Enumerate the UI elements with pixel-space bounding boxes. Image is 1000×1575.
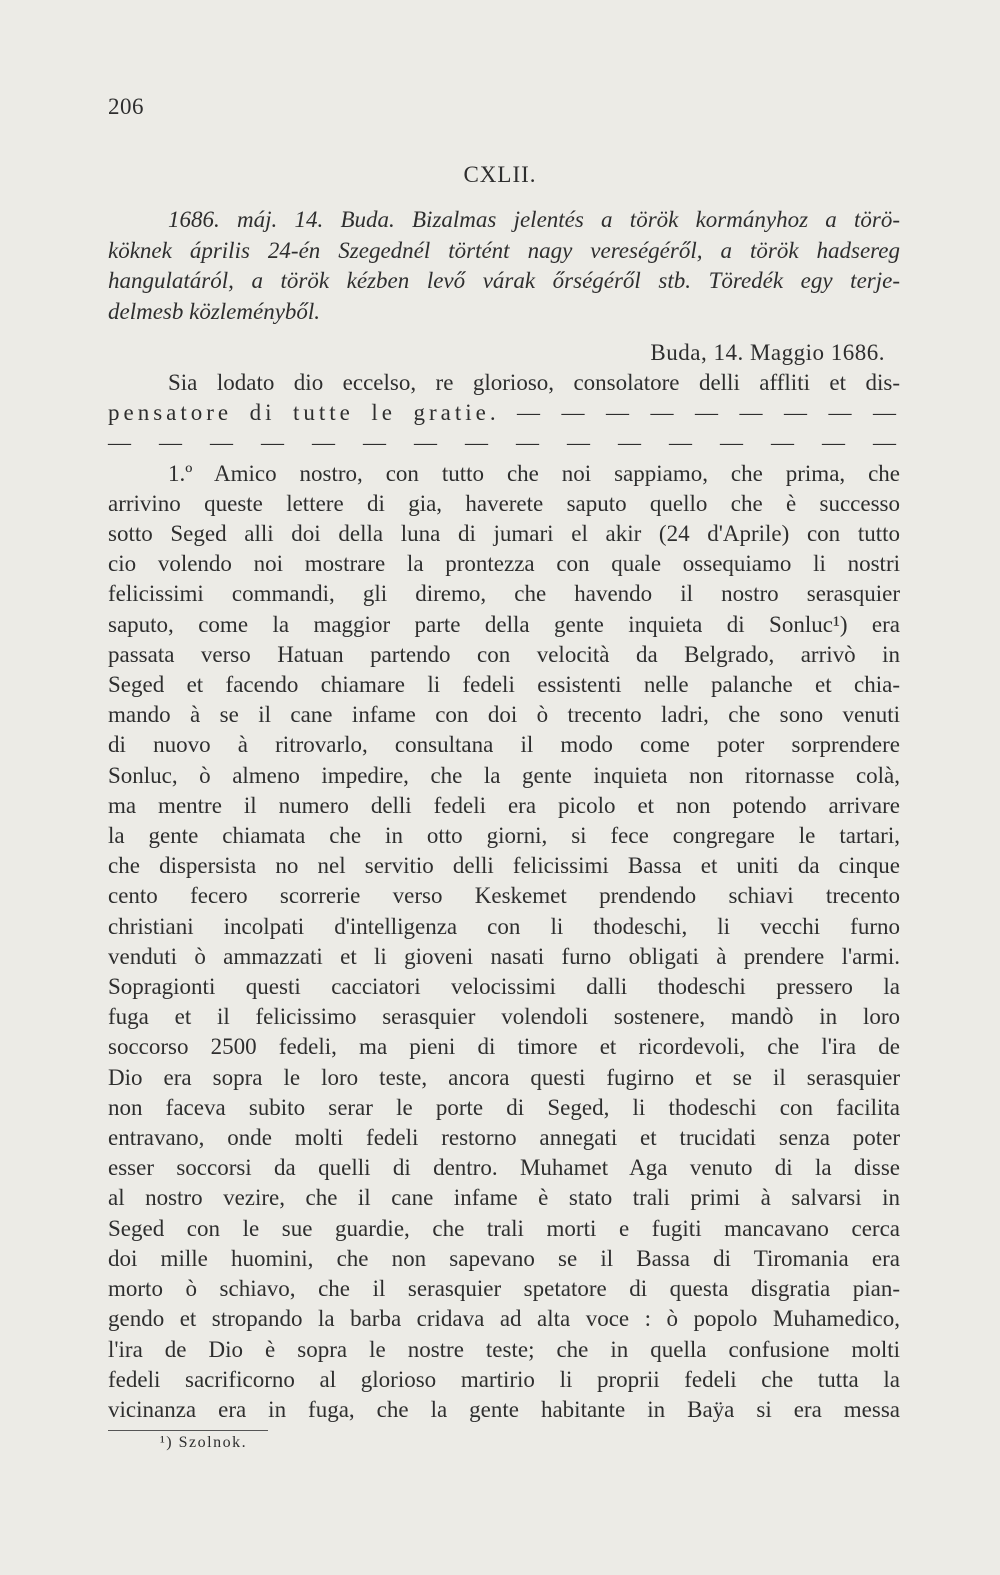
paragraph-line: la gente chiamata che in otto giorni, si fece congregare le tartari,	[108, 823, 900, 849]
paragraph-line: venduti ò ammazzati et li gioveni nasati furno obligati à prendere l'armi.	[108, 943, 900, 969]
paragraph-line: non faceva subito serar le porte di Seged, li thodeschi con facilita	[108, 1094, 900, 1120]
paragraph-line: al nostro vezire, che il cane infame è stato trali primi à salvarsi in	[108, 1185, 900, 1211]
paragraph-line: morto ò schiavo, che il serasquier spetatore di questa disgratia pian-	[108, 1276, 900, 1302]
section-number: CXLII.	[463, 162, 537, 187]
paragraph-line: di nuovo à ritrovarlo, consultana il modo come poter sorprendere	[108, 732, 900, 758]
summary-line: köknek április 24-én Szegednél történt nagy vereségéről, a török hadsereg	[108, 237, 900, 263]
paragraph-line: l'ira de Dio è sopra le nostre teste; che in quella confusione molti	[108, 1336, 900, 1362]
salutation-line: pensatore di tutte le gratie. — — — — — — — — —	[108, 400, 900, 426]
paragraph-line: 1.º Amico nostro, con tutto che noi sappiamo, che prima, che	[168, 460, 900, 486]
paragraph-line: Dio era sopra le loro teste, ancora questi fugirno et se il serasquier	[108, 1064, 900, 1090]
paragraph-line: cio volendo noi mostrare la prontezza con quale ossequiamo li nostri	[108, 551, 900, 577]
salutation-line: — — — — — — — — — — — — — — — —	[108, 430, 900, 456]
summary-line: delmesb közleményből.	[108, 298, 321, 324]
paragraph-line: passata verso Hatuan partendo con velocità da Belgrado, arrivò in	[108, 641, 900, 667]
paragraph-line: Sopragionti questi cacciatori velocissimi dalli thodeschi pressero la	[108, 974, 900, 1000]
paragraph-line: ma mentre il numero delli fedeli era picolo et non potendo arrivare	[108, 792, 900, 818]
paragraph-line: Sonluc, ò almeno impedire, che la gente inquieta non ritornasse colà,	[108, 762, 900, 788]
salutation-line: Sia lodato dio eccelso, re glorioso, consolatore delli affliti et dis-	[168, 370, 900, 395]
paragraph-line: doi mille huomini, che non sapevano se il Bassa di Tiromania era	[108, 1245, 900, 1271]
paragraph-line: esser soccorsi da quelli di dentro. Muhamet Aga venuto di la disse	[108, 1155, 900, 1181]
summary	[108, 205, 900, 327]
paragraph-line: che dispersista no nel servitio delli felicissimi Bassa et uniti da cinque	[108, 853, 900, 879]
paragraph-line: Seged con le sue guardie, che trali morti e fugiti mancavano cerca	[108, 1215, 900, 1241]
paragraph-line: gendo et stropando la barba cridava ad alta voce : ò popolo Muhamedico,	[108, 1306, 900, 1332]
paragraph-line: entravano, onde molti fedeli restorno annegati et trucidati senza poter	[108, 1125, 900, 1151]
page-number: 206	[108, 94, 144, 119]
summary-line: 1686. máj. 14. Buda. Bizalmas jelentés a török kormányhoz a törö-	[168, 207, 900, 232]
paragraph-line: soccorso 2500 fedeli, ma pieni di timore et ricordevoli, che l'ira de	[108, 1034, 900, 1060]
paragraph-line: fuga et il felicissimo serasquier volendoli sostenere, mandò in loro	[108, 1004, 900, 1030]
paragraph-line: christiani incolpati d'intelligenza con li thodeschi, li vecchi furno	[108, 913, 900, 939]
dateline: Buda, 14. Maggio 1686.	[650, 340, 885, 365]
footnote: ¹) Szolnok.	[160, 1434, 248, 1451]
paragraph-line: saputo, come la maggior parte della gente inquieta di Sonluc¹) era	[108, 611, 900, 637]
paragraph-line: cento fecero scorrerie verso Keskemet prendendo schiavi trecento	[108, 883, 900, 909]
paragraph-line: sotto Seged alli doi della luna di jumari el akir (24 d'Aprile) con tutto	[108, 521, 900, 547]
paragraph-line: felicissimi commandi, gli diremo, che havendo il nostro serasquier	[108, 581, 900, 607]
paragraph-line: mando à se il cane infame con doi ò trecento ladri, che sono venuti	[108, 702, 900, 728]
footnote-rule	[108, 1430, 268, 1431]
paragraph-line: arrivino queste lettere di gia, haverete saputo quello che è successo	[108, 490, 900, 516]
paragraph-line: vicinanza era in fuga, che la gente habitante in Baÿa si era messa	[108, 1396, 900, 1422]
letter-body	[108, 368, 900, 1425]
summary-line: hangulatáról, a török kézben levő várak őrségéről stb. Töredék egy terje-	[108, 268, 900, 293]
paragraph-line: Seged et facendo chiamare li fedeli essistenti nelle palanche et chia-	[108, 672, 900, 698]
paragraph-line: fedeli sacrificorno al glorioso martirio li proprii fedeli che tutta la	[108, 1366, 900, 1392]
